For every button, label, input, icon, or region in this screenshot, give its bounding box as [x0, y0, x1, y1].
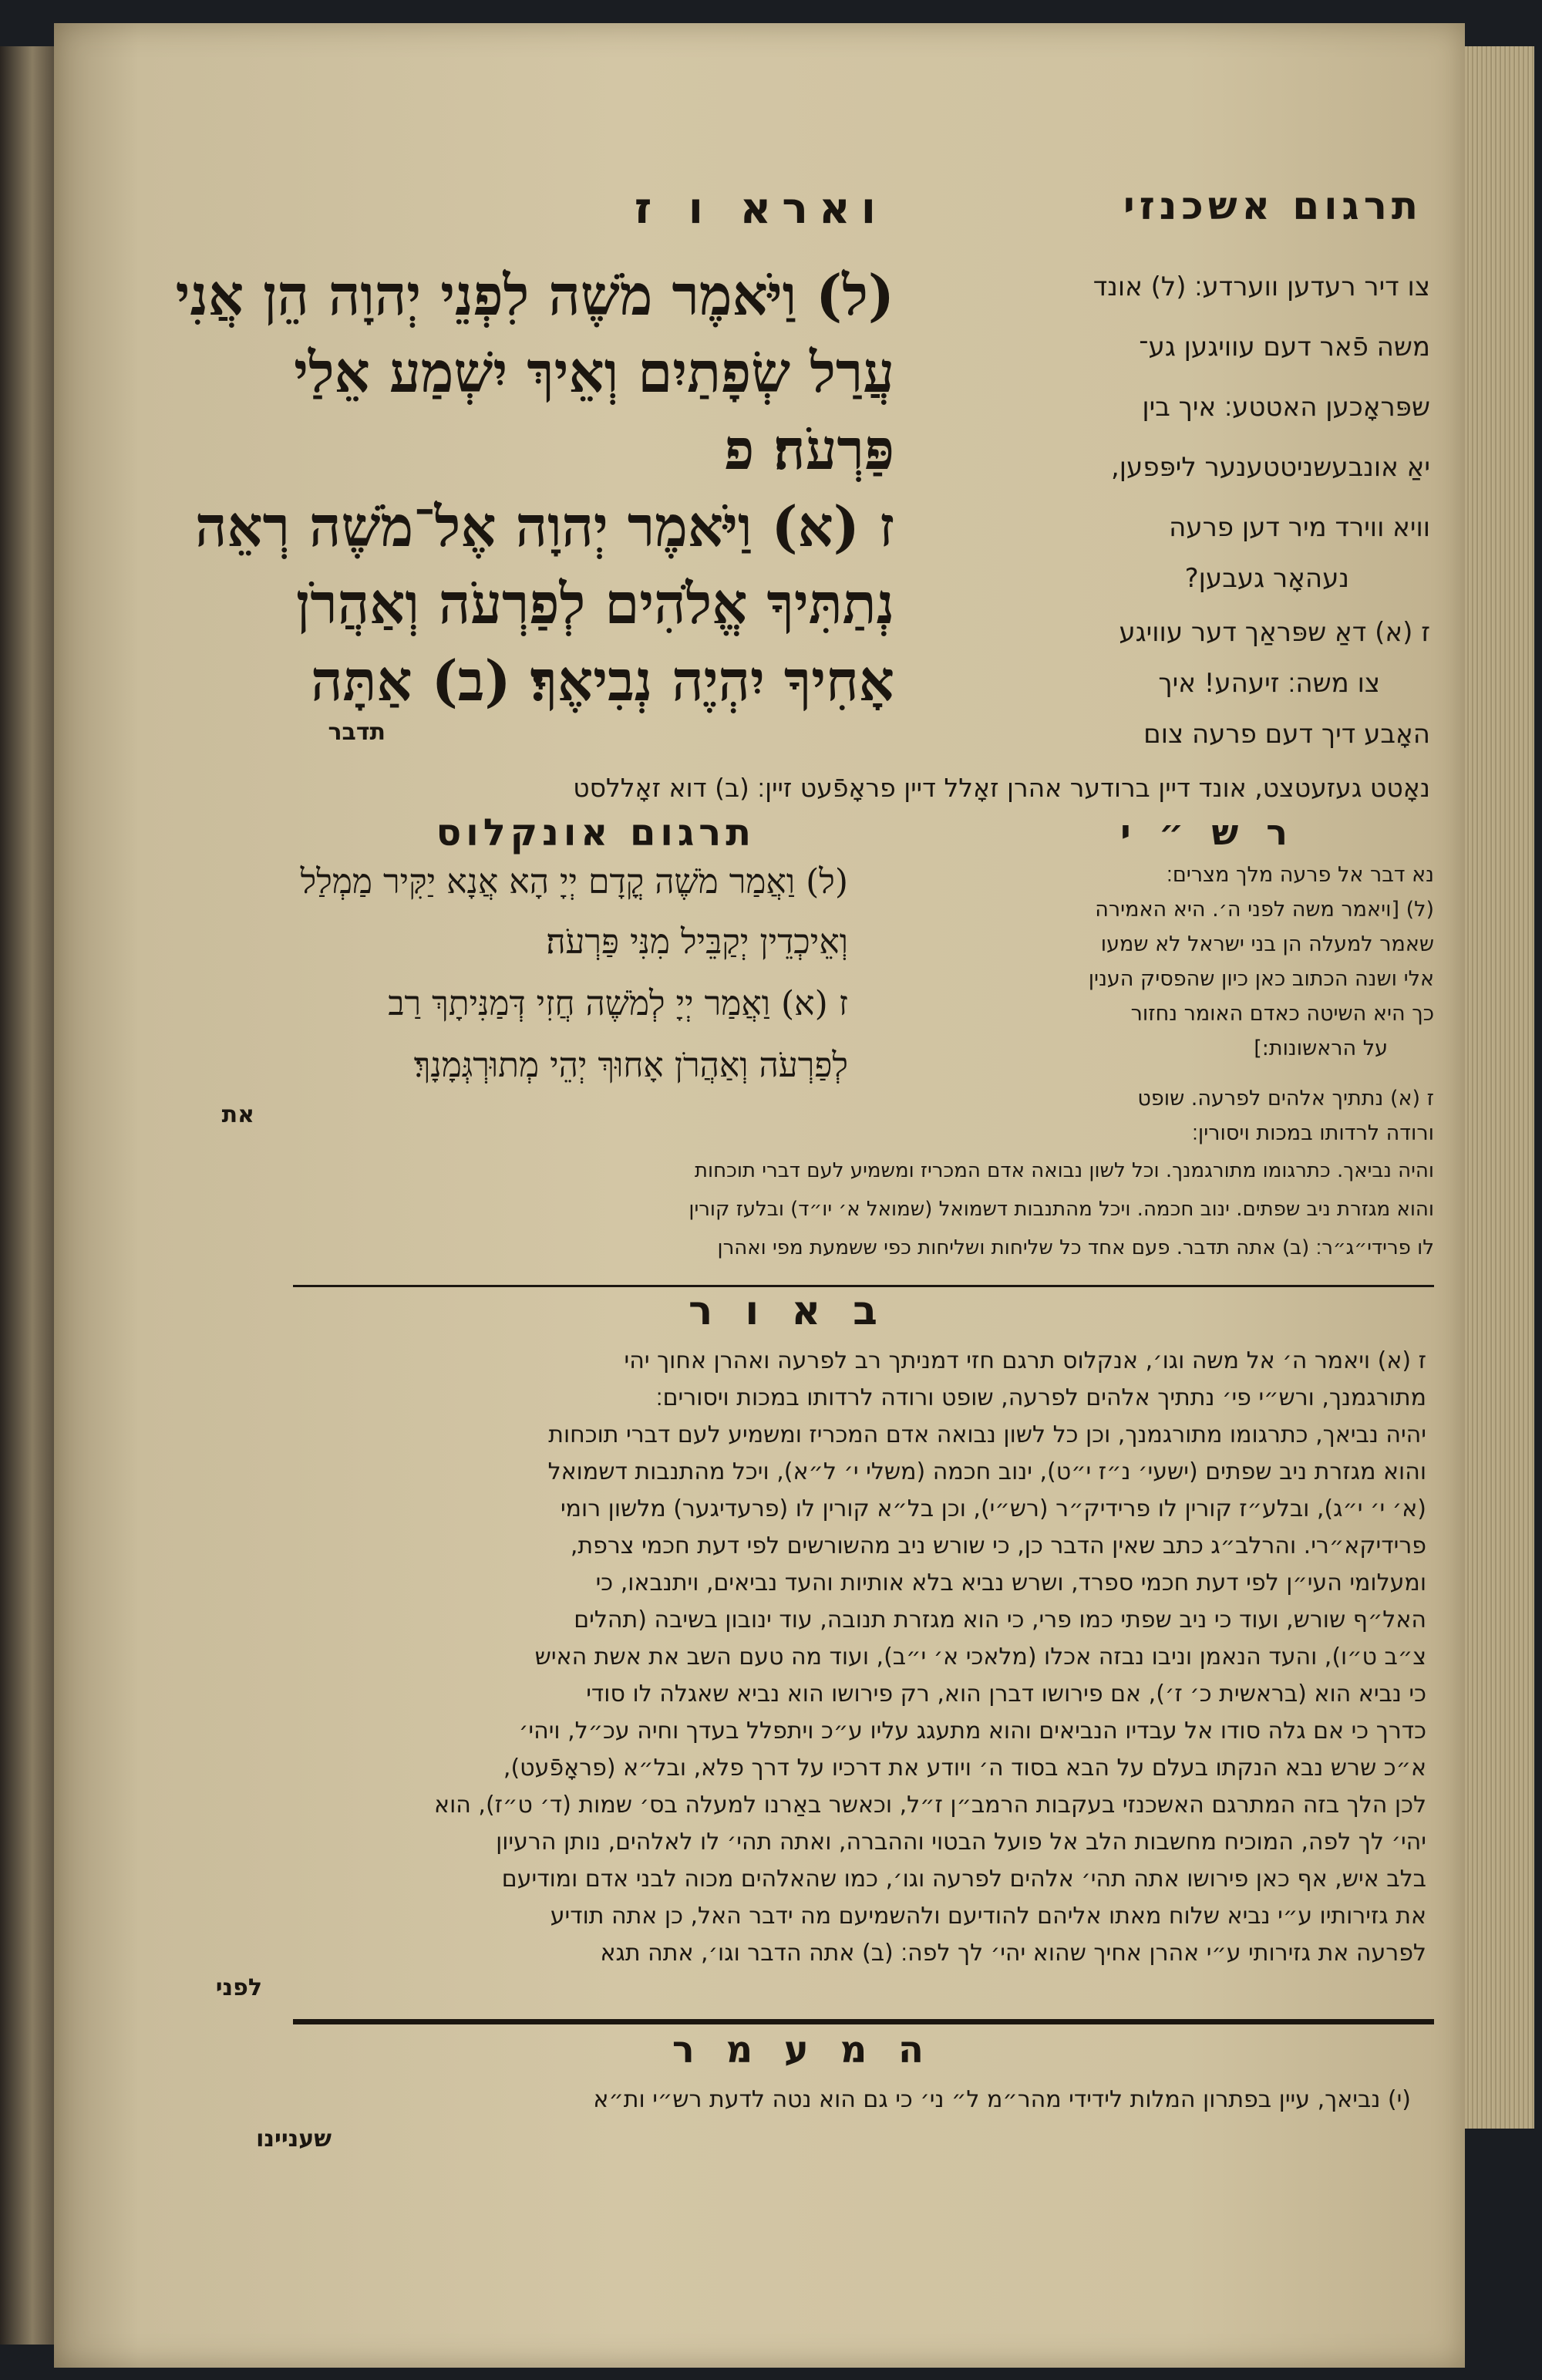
biur-line: יהי׳ לך לפה, המוכיח מחשבות הלב אל פועל הבטוי וההברה, ואתה תהי׳ לו לאלהים, נותן הרעיון	[496, 1829, 1426, 1856]
haameir-line: (י) נביאך, עיין בפתרון המלות לידידי מהר״מ ל״ ני׳ כי גם הוא נטה לדעת רש״י ות״א	[593, 2086, 1411, 2113]
translation-line: שפּראָכען האטטע׃ איך בין	[1142, 392, 1430, 423]
biur-line: פרידיקא״רי. והרלב״ג כתב שאין הדבר כן, כי שורש ניב מהשורשים לפי דעת חכמי צרפת,	[570, 1532, 1426, 1559]
biur-line: לכן הלך בזה המתרגם האשכנזי בעקבות הרמב״ן ז״ל, וכאשר באַרנו למעלה בס׳ שמות (ד׳ ט״ז), הוא	[434, 1792, 1426, 1819]
biur-line: ומעלומי העי״ן לפי דעת חכמי ספרד, ושרש נביא בלא אותיות והעד נביאים, ויתנבאו, כי	[595, 1569, 1426, 1596]
divider-rule	[293, 1285, 1434, 1287]
biur-line: ז (א) ויאמר ה׳ אל משה וגו׳, אנקלוס תרגם חזי דמניתך רב לפרעה ואהרן אחוך יהי	[624, 1347, 1426, 1374]
biur-line: צ״ב ט״ו), והעד הנאמן וניבו נבזה אכלו (מלאכי א׳ י״ב), ועוד מה טעם השב את אשת האיש	[534, 1643, 1426, 1670]
hebrew-line-1: (ל) וַיֹּאמֶר מֹשֶׁה לִפְנֵי יְהוָה הֵן אֲנִי	[175, 262, 894, 328]
biur-line: את גזירותיו ע״י נביא שלוח מאתו אליהם להודיעם ולהשמיעם מה ידבר האל, כן אתה תודיע	[550, 1903, 1426, 1930]
biur-line: לפרעה את גזירותי ע״י אהרן אחיך שהוא יהי׳ לך לפה׃ (ב) אתה הדבר וגו׳, אתה תגא	[600, 1940, 1426, 1967]
book-page	[54, 23, 1465, 2368]
hebrew-line-6: אָחִיךָ יִהְיֶה נְבִיאֶךָ׃ (ב) אַתָּה	[311, 648, 894, 713]
biur-line: האל״ף שורש, ועוד כי ניב שפתי כמו פרי, כי הוא מגזרת תנובה, עוד ינובון בשיבה (תהלים	[574, 1606, 1426, 1633]
biur-line: (א׳ י׳ י״ג), ובלע״ז קורין לו פרידיק״ר (רש״י), וכן בל״א קורין לו (פרעדיגער) מלשון רומי	[560, 1495, 1426, 1522]
heavy-divider-rule	[293, 2019, 1434, 2024]
biur-line: בלב איש, אף כאן פירושו אתה תהי׳ אלהים לפרעה וגו׳, כמו שהאלהים מכוה לבני אדם ומודיעם	[501, 1866, 1426, 1893]
onkelos-line: וְאֵיכְדֵין יְקַבֵּיל מִנִּי פַּרְעֹה׃	[546, 922, 848, 962]
haameir-catchword: שעניינו	[256, 2125, 332, 2152]
hebrew-line-3: פַּרְעֹה׃ פ	[724, 416, 894, 482]
rashi-line: כך היא השיטה כאדם האומר נחזור	[1130, 1002, 1434, 1026]
biur-line: יהיה נביאך, כתרגומו מתורגמנך, וכן כל לשון נבואה אדם המכריז ומשמיע לעם דברי תוכחות	[548, 1421, 1426, 1448]
hebrew-line-5: נְתַתִּיךָ אֱלֹהִים לְפַרְעֹה וְאַהֲרֹן	[296, 571, 894, 636]
haameir-title: ה מ ע מ ר	[672, 2028, 933, 2072]
page-stack-edge	[1465, 46, 1534, 2129]
biur-title: ב א ו ר	[688, 1288, 887, 1334]
rashi-line: אלי ושנה הכתוב כאן כיון שהפסיק הענין	[1088, 967, 1434, 991]
translation-line: יאַ אונבעשניטטענער ליפּפען,	[1110, 452, 1430, 483]
translation-line: צו משה׃ זיעהע! איך	[1158, 668, 1380, 699]
onkelos-line: (ל) וַאֲמַר מֹשֶׁה קֳדָם יְיָ הָא אֲנָא יַקִּיר מַמְלַל	[300, 862, 848, 902]
rashi-line: על הראשונות:]	[1254, 1037, 1388, 1060]
translation-line: נעהאָר געבען?	[1184, 563, 1349, 594]
onkelos-title: תרגום אונקלוס	[436, 811, 756, 855]
rashi-title: ר ש ״ י	[1120, 811, 1295, 853]
targum-title: תרגום אשכנזי	[1123, 184, 1422, 228]
translation-line: וויא ווירד מיר דען פרעה	[1169, 512, 1430, 543]
rashi-line: שאמר למעלה הן בני ישראל לא שמעו	[1100, 932, 1434, 956]
left-page-edge	[0, 46, 54, 2345]
translation-line: ז (א) דאַ שפּראַך דער עוויגע	[1119, 617, 1430, 648]
translation-line: צו דיר רעדען ווערדע׃ (ל) אונד	[1093, 271, 1430, 302]
biur-line: א״כ שרש נבא הנקתו בעלם על הבא בסוד ה׳ ויודע את דרכיו על דרך פלא, ובל״א (פראָפֿעט),	[503, 1755, 1426, 1782]
rashi-line: ז (א) נתתיך אלהים לפרעה. שופט	[1137, 1087, 1434, 1111]
onkelos-line: לְפַרְעֹה וְאַהֲרֹן אָחוּךְ יְהֵי מְתוּרְגְּמָנָךְ׃	[413, 1046, 848, 1085]
onkelos-catchword: את	[221, 1101, 254, 1128]
parsha-title: וארא ו ז	[634, 184, 887, 234]
rashi-full-line: והיה נביאך. כתרגומו מתורגמנך. וכל לשון נבואה אדם המכריז ומשמיע לעם דברי תוכחות	[694, 1159, 1434, 1182]
biur-catchword: לפני	[215, 1974, 262, 2001]
translation-line: האָבע דיך דעם פרעה צום	[1143, 719, 1430, 750]
hebrew-catchword: תדבר	[328, 719, 386, 746]
rashi-full-line: לו פרידי״ג״ר׃ (ב) אתה תדבר. פעם אחד כל שליחות ושליחות כפי ששמעת מפי ואהרן	[717, 1236, 1434, 1259]
hebrew-line-2: עֲרַל שְׂפָתַיִם וְאֵיךְ יִשְׁמַע אֵלַי	[294, 339, 894, 405]
biur-line: כי נביא הוא (בראשית כ׳ ז׳), אם פירושו דברן הוא, רק פירושו הוא נביא שאגלה לו סודי	[586, 1680, 1426, 1707]
rashi-line: נא דבר אל פרעה מלך מצרים׃	[1166, 863, 1434, 887]
onkelos-line: ז (א) וַאֲמַר יְיָ לְמֹשֶׁה חֲזִי דְּמַנִּיתָךְ רַב	[388, 984, 848, 1023]
hebrew-line-4: ז (א) וַיֹּאמֶר יְהוָה אֶל־מֹשֶׁה רְאֵה	[194, 494, 894, 559]
translation-full-line: נאָטט געזעטצט, אונד דיין ברודער אהרן זאָלל דיין פראָפֿעט זיין׃ (ב) דוא זאָללסט	[573, 773, 1430, 803]
biur-line: והוא מגזרת ניב שפתים (ישעי׳ נ״ז י״ט), ינוב חכמה (משלי י׳ ל״א), ויכל מהתנבות דשמואל	[547, 1458, 1426, 1485]
biur-line: מתורגמנך, ורש״י פי׳ נתתיך אלהים לפרעה, שופט ורודה לרדותו במכות ויסורים׃	[655, 1384, 1426, 1411]
rashi-full-line: והוא מגזרת ניב שפתים. ינוב חכמה. ויכל מהתנבות דשמואל (שמואל א׳ יו״ד) ובלעז קורין	[689, 1198, 1434, 1221]
rashi-line: ורודה לרדותו במכות ויסורין׃	[1191, 1121, 1434, 1145]
rashi-line: (ל) [ויאמר משה לפני ה׳. היא האמירה	[1095, 898, 1434, 922]
biur-line: כדרך כי אם גלה סודו אל עבדיו הנביאים והוא מתעגג עליו ע״כ ויתפלל בעדך וחיה עכ״ל, ויהי׳	[518, 1718, 1426, 1745]
translation-line: משה פֿאר דעם עוויגען גע־	[1139, 332, 1430, 362]
